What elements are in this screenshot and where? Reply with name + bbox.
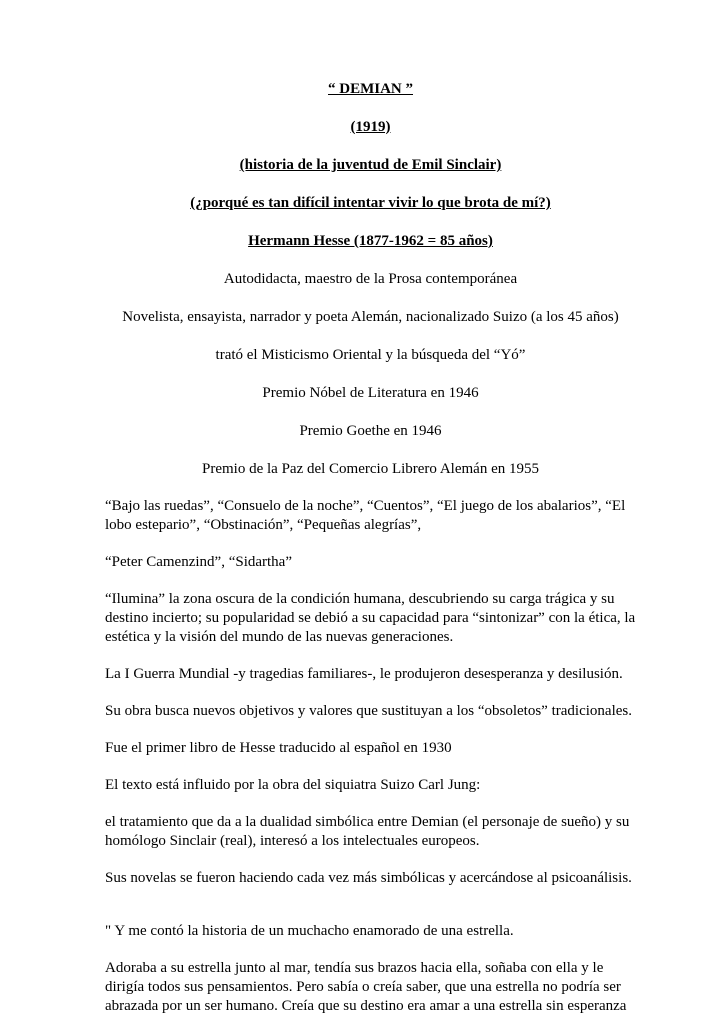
- works-line: lobo estepario”, “Obstinación”, “Pequeñas alegrías”,: [105, 517, 422, 533]
- works-line: “Peter Camenzind”, “Sidartha”: [105, 554, 293, 570]
- document-title: “ DEMIAN ”: [328, 81, 413, 97]
- paragraph-jung: El texto está influido por la obra del siquiatra Suizo Carl Jung:: [105, 777, 481, 793]
- text-line: estética y la visión del mundo de las nuevas generaciones.: [105, 629, 454, 645]
- works-line: “Bajo las ruedas”, “Consuelo de la noche”, “Cuentos”, “El juego de los abalarios”, “El: [105, 498, 626, 514]
- text-line: abrazada por un ser humano. Creía que su destino era amar a una estrella sin esperanza: [105, 998, 627, 1014]
- paragraph-obra: Su obra busca nuevos objetivos y valores que sustituyan a los “obsoletos” tradicionales.: [105, 703, 632, 719]
- text-line: dirigía todos sus pensamientos. Pero sabía o creía saber, que una estrella no podría ser: [105, 979, 621, 995]
- paragraph-dualidad: [105, 813, 636, 851]
- paragraph-traduccion: Fue el primer libro de Hesse traducido al español en 1930: [105, 740, 452, 756]
- text-line: Adoraba a su estrella junto al mar, tendía sus brazos hacia ella, soñaba con ella y le: [105, 960, 604, 976]
- bio-line: Autodidacta, maestro de la Prosa contemporánea: [223, 271, 518, 287]
- paragraph-illumina: [105, 590, 636, 647]
- text-line: destino incierto; su popularidad se debió a su capacidad para “sintonizar” con la ética, la: [105, 610, 636, 626]
- text-line: “Ilumina” la zona oscura de la condición humana, descubriendo su carga trágica y su: [105, 591, 615, 607]
- bio-line: Premio Goethe en 1946: [299, 423, 442, 439]
- text-line: el tratamiento que da a la dualidad simbólica entre Demian (el personaje de sueño) y su: [105, 814, 630, 830]
- text-line: homólogo Sinclair (real), interesó a los intelectuales europeos.: [105, 833, 480, 849]
- paragraph-guerra: La I Guerra Mundial -y tragedias familiares-, le produjeron desesperanza y desilusión.: [105, 666, 623, 682]
- document-subtitle: (historia de la juventud de Emil Sinclair): [239, 157, 502, 173]
- author-line: Hermann Hesse (1877-1962 = 85 años): [248, 233, 493, 249]
- quote-opening: " Y me contó la historia de un muchacho enamorado de una estrella.: [105, 923, 514, 939]
- bio-line: Premio de la Paz del Comercio Librero Alemán en 1955: [202, 461, 539, 477]
- paragraph-novelas: Sus novelas se fueron haciendo cada vez más simbólicas y acercándose al psicoanálisis.: [105, 870, 632, 886]
- bio-line: Novelista, ensayista, narrador y poeta Alemán, nacionalizado Suizo (a los 45 años): [122, 309, 619, 325]
- publication-year: (1919): [350, 119, 391, 135]
- quote-paragraph: [105, 959, 636, 1016]
- bio-line: trató el Misticismo Oriental y la búsqueda del “Yó”: [215, 347, 526, 363]
- bio-line: Premio Nóbel de Literatura en 1946: [262, 385, 479, 401]
- works-list: [105, 497, 636, 535]
- guiding-question: (¿porqué es tan difícil intentar vivir lo que brota de mí?): [190, 195, 551, 211]
